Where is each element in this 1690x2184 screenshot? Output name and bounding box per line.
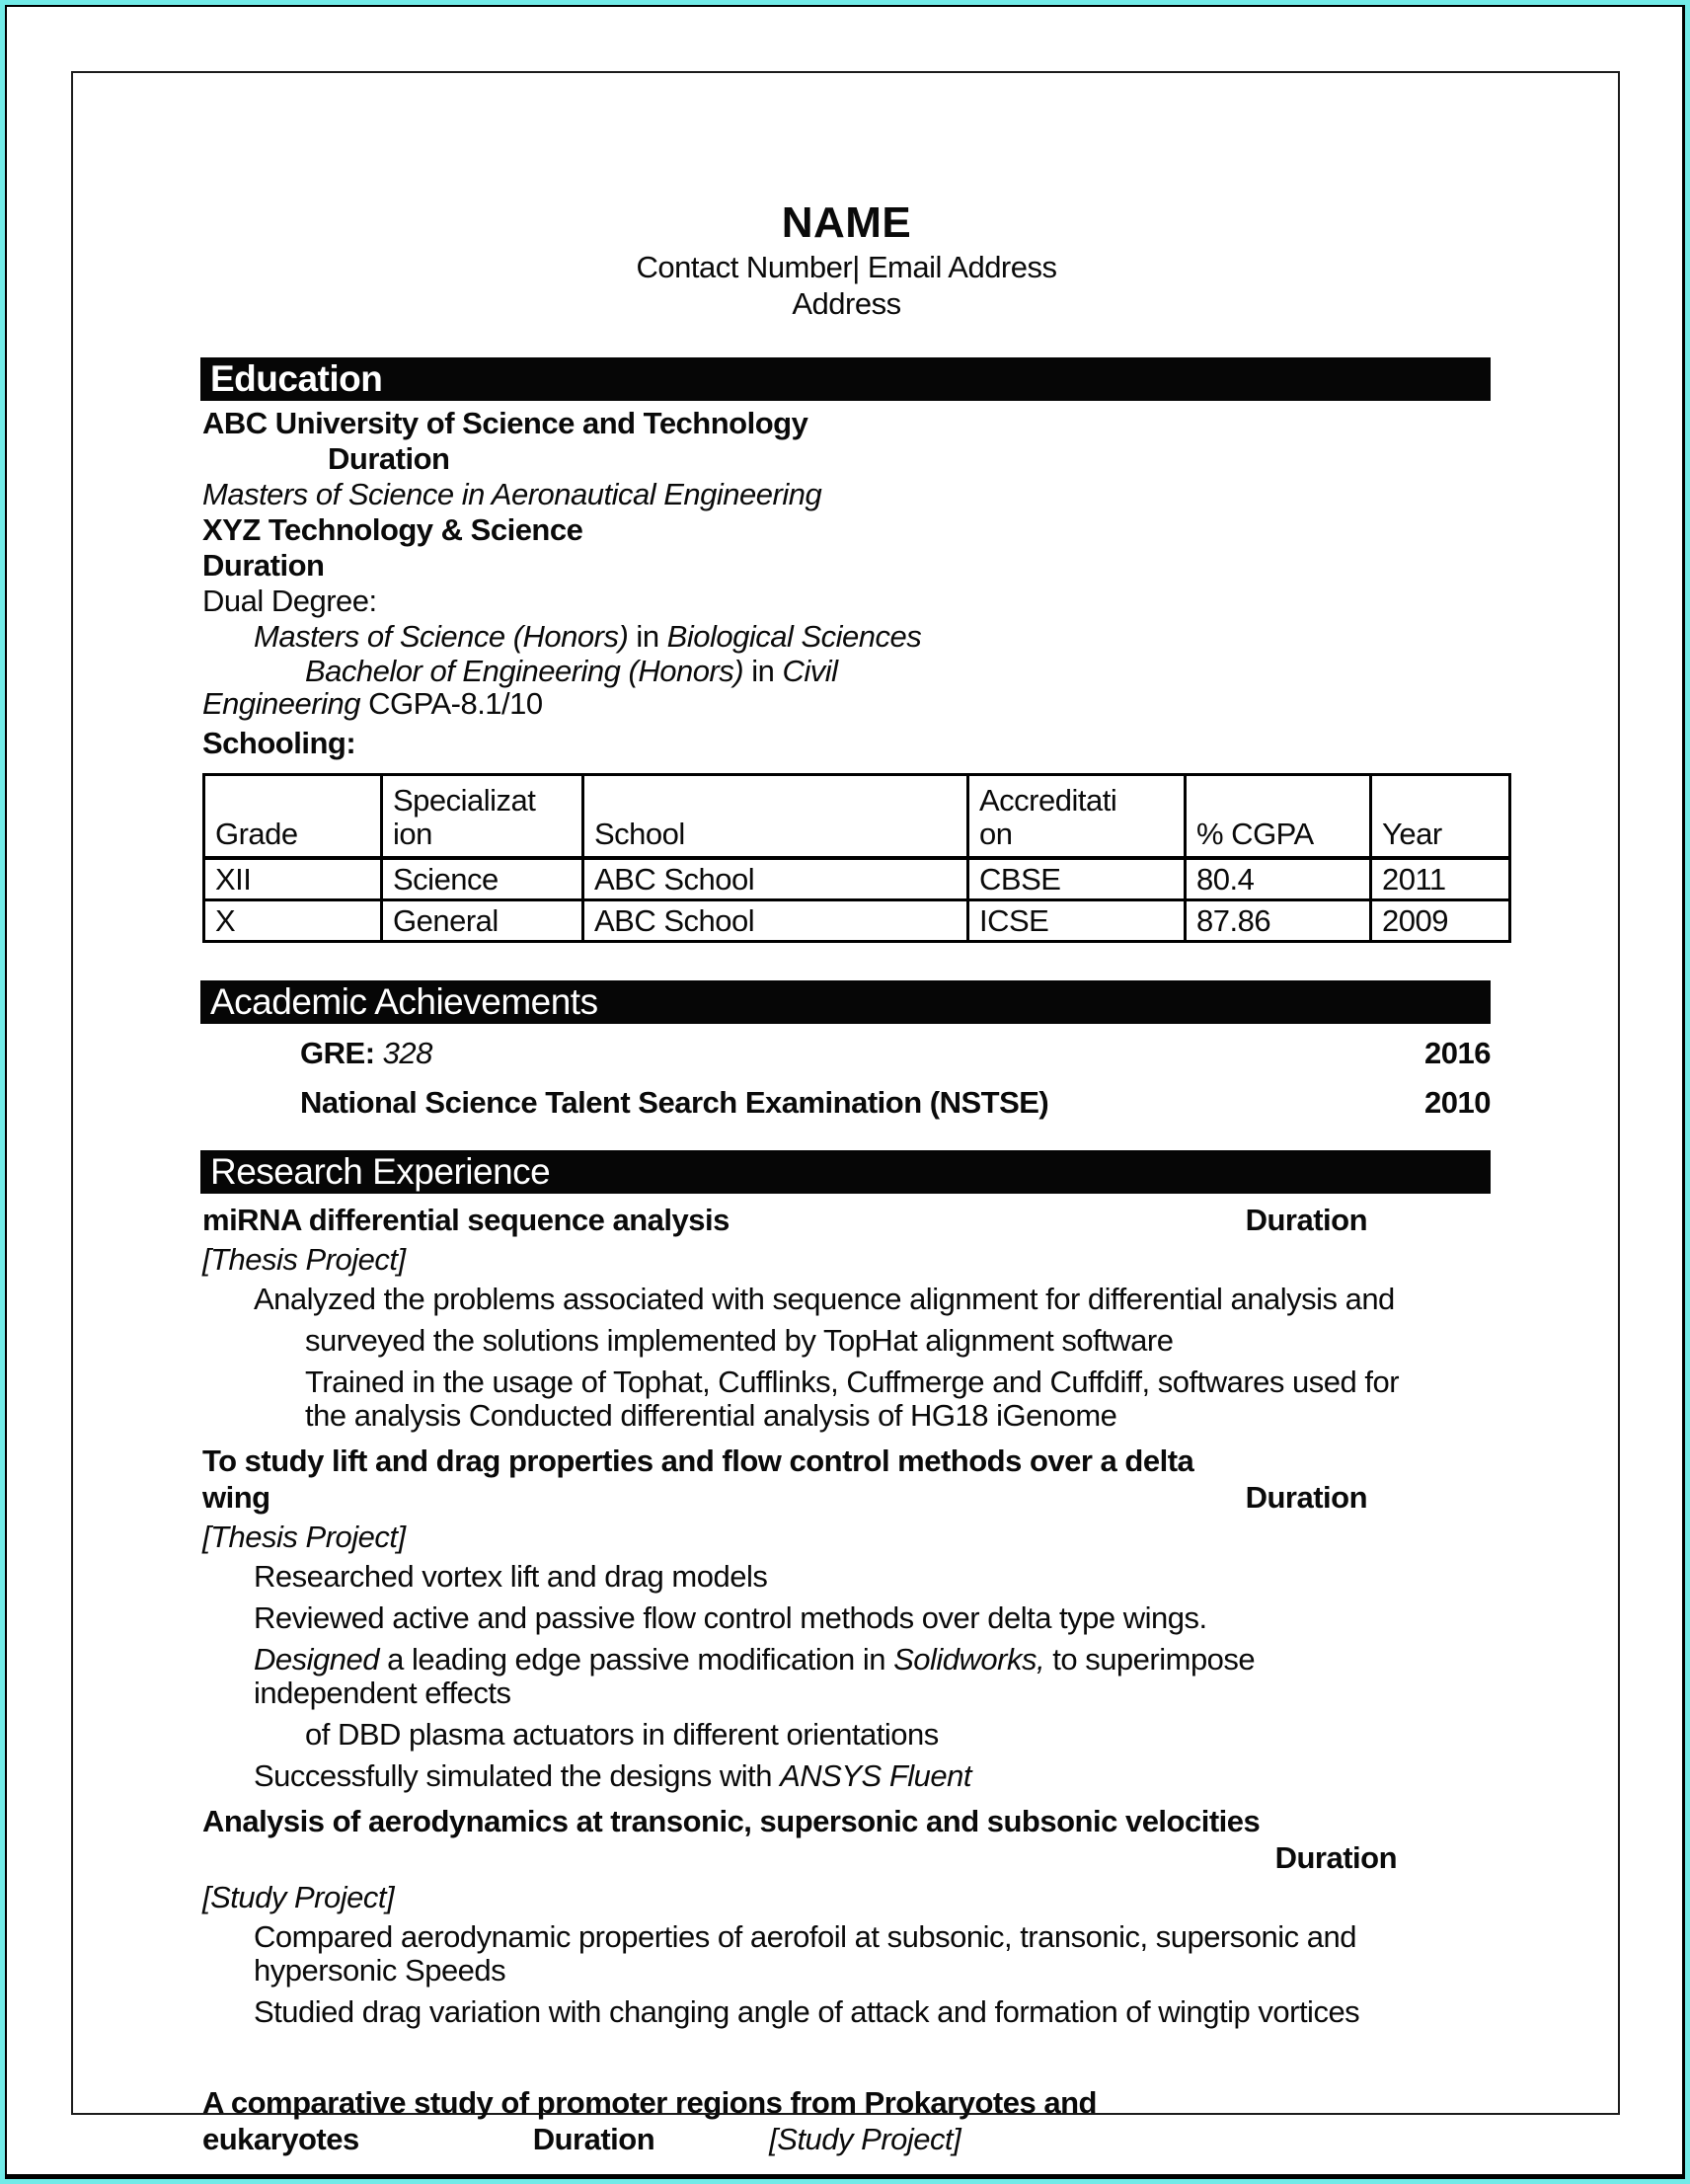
resume-page xyxy=(71,71,1620,2156)
address-line: Address xyxy=(792,286,901,321)
gre-label: GRE xyxy=(300,1036,365,1070)
project-type-tag: [Thesis Project] xyxy=(202,1242,406,1277)
bullet-text: Successfully simulated the designs with xyxy=(254,1758,781,1793)
contact-line: Contact Number| Email Address xyxy=(636,250,1057,284)
institute-duration: Duration xyxy=(202,548,325,583)
project-type-tag: [Study Project] xyxy=(202,1880,395,1914)
dual-degree-bachelor-cont xyxy=(202,687,1491,720)
cell-accreditation: CBSE xyxy=(968,858,1186,900)
col-header-cgpa: % CGPA xyxy=(1186,775,1371,859)
cell-year: 2009 xyxy=(1371,900,1510,942)
achievement-label: National Science Talent Search Examination (NSTSE) xyxy=(300,1085,1049,1120)
project-bullet: Studied drag variation with changing angle of attack and formation of wingtip vortices xyxy=(254,1994,1360,2029)
project-bullet: surveyed the solutions implemented by TopHat alignment software xyxy=(305,1323,1174,1358)
section-title: Education xyxy=(210,358,383,399)
col-header-specialization xyxy=(382,775,583,859)
project-bullet: Researched vortex lift and drag models xyxy=(254,1559,768,1594)
schooling-table xyxy=(202,773,1511,943)
project-bullet: of DBD plasma actuators in different orientations xyxy=(305,1717,939,1752)
achievement-year: 2016 xyxy=(1424,1036,1491,1070)
project-title-delta-wing xyxy=(202,1443,1491,1479)
bullet-text: to superimpose independent effects xyxy=(254,1642,1256,1710)
project-bullet xyxy=(254,1759,1491,1793)
achievement-row-nstse xyxy=(202,1084,1491,1121)
dual-degree-bachelor xyxy=(305,655,1491,687)
institute-name: XYZ Technology & Science xyxy=(202,512,583,547)
section-header-academic-achievements xyxy=(200,980,1491,1024)
masters-field: Biological Sciences xyxy=(666,619,922,654)
project-bullet: Compared aerodynamic properties of aerofoil at subsonic, transonic, supersonic and hypersonic Speeds xyxy=(254,1919,1356,1988)
dual-degree-label: Dual Degree: xyxy=(202,584,377,618)
project-title-text: eukaryotes xyxy=(202,2122,359,2156)
table-header-row xyxy=(204,775,1510,859)
cell-grade: XII xyxy=(204,858,382,900)
project-title-text: To study lift and drag properties and flow control methods over a delta xyxy=(202,1443,1194,1478)
project-bullet: Reviewed active and passive flow control methods over delta type wings. xyxy=(254,1600,1207,1635)
col-header-grade: Grade xyxy=(204,775,382,859)
project-title-text: miRNA differential sequence analysis xyxy=(202,1203,730,1237)
cell-school: ABC School xyxy=(583,900,968,942)
project-title-text: A comparative study of promoter regions from Prokaryotes and xyxy=(202,2085,1097,2120)
project-duration: Duration xyxy=(1245,1203,1367,1237)
project-duration: Duration xyxy=(1245,1480,1367,1515)
bachelor-degree: Bachelor of Engineering (Honors) xyxy=(305,654,744,688)
section-header-education xyxy=(200,357,1491,401)
project-title-promoter-study xyxy=(202,2084,1491,2121)
cell-year: 2011 xyxy=(1371,858,1510,900)
achievement-year: 2010 xyxy=(1424,1085,1491,1120)
cell-grade: X xyxy=(204,900,382,942)
col-header-specialization-text: Specialization xyxy=(393,783,536,851)
project-title-delta-wing-line2 xyxy=(202,1479,1491,1516)
table-row-x xyxy=(204,900,1510,942)
project-title-text: Analysis of aerodynamics at transonic, supersonic and subsonic velocities xyxy=(202,1804,1261,1838)
section-title: Research Experience xyxy=(210,1151,551,1192)
col-header-accreditation-text: Accreditation xyxy=(979,783,1117,851)
project-bullet: Analyzed the problems associated with sequence alignment for differential analysis and xyxy=(254,1282,1395,1316)
university-name: ABC University of Science and Technology xyxy=(202,406,808,440)
bullet-italic-lead: Designed xyxy=(254,1642,379,1677)
university-duration: Duration xyxy=(328,441,450,476)
project-title-aerodynamics xyxy=(202,1803,1491,1839)
resume-content xyxy=(202,197,1491,2157)
bullet-text: a leading edge passive modification in xyxy=(378,1642,894,1677)
project-type-tag: [Thesis Project] xyxy=(202,1520,406,1554)
cell-specialization: General xyxy=(382,900,583,942)
col-header-accreditation xyxy=(968,775,1186,859)
university-degree: Masters of Science in Aeronautical Engineering xyxy=(202,477,822,511)
cell-specialization: Science xyxy=(382,858,583,900)
gre-separator: : xyxy=(364,1036,383,1070)
bachelor-cgpa: CGPA-8.1/10 xyxy=(359,686,543,721)
project-title-text: wing xyxy=(202,1480,270,1515)
project-duration: Duration xyxy=(1274,1840,1397,1875)
project-bullet: Trained in the usage of Tophat, Cufflinks, Cuffmerge and Cuffdiff, softwares used for the analysis Conducted differential analysis of HG18 iGenome xyxy=(305,1365,1400,1433)
project-type-tag: [Study Project] xyxy=(769,2122,961,2156)
bachelor-field-cont: Engineering xyxy=(202,686,360,721)
project-title-promoter-study-line2 xyxy=(202,2121,1491,2157)
section-header-research-experience xyxy=(200,1150,1491,1194)
bullet-software-name: Solidworks, xyxy=(893,1642,1045,1677)
project-title-mirna xyxy=(202,1202,1491,1238)
achievement-label xyxy=(300,1035,432,1071)
bachelor-field: Civil xyxy=(782,654,838,688)
project-bullet xyxy=(254,1643,1399,1710)
project-duration: Duration xyxy=(532,2122,655,2156)
cell-cgpa: 80.4 xyxy=(1186,858,1371,900)
bullet-software-name: ANSYS Fluent xyxy=(780,1758,971,1793)
gre-score: 328 xyxy=(382,1036,432,1070)
bachelor-connector: in xyxy=(743,654,783,688)
dual-degree-masters xyxy=(254,619,1491,655)
cell-school: ABC School xyxy=(583,858,968,900)
col-header-school: School xyxy=(583,775,968,859)
cell-cgpa: 87.86 xyxy=(1186,900,1371,942)
paper-sheet xyxy=(5,5,1685,2179)
masters-connector: in xyxy=(628,619,667,654)
table-row-xii xyxy=(204,858,1510,900)
person-name: NAME xyxy=(781,198,912,247)
achievement-row-gre xyxy=(202,1035,1491,1071)
masters-degree: Masters of Science (Honors) xyxy=(254,619,629,654)
cell-accreditation: ICSE xyxy=(968,900,1186,942)
schooling-label: Schooling: xyxy=(202,726,356,760)
section-title: Academic Achievements xyxy=(210,981,598,1022)
col-header-year: Year xyxy=(1371,775,1510,859)
